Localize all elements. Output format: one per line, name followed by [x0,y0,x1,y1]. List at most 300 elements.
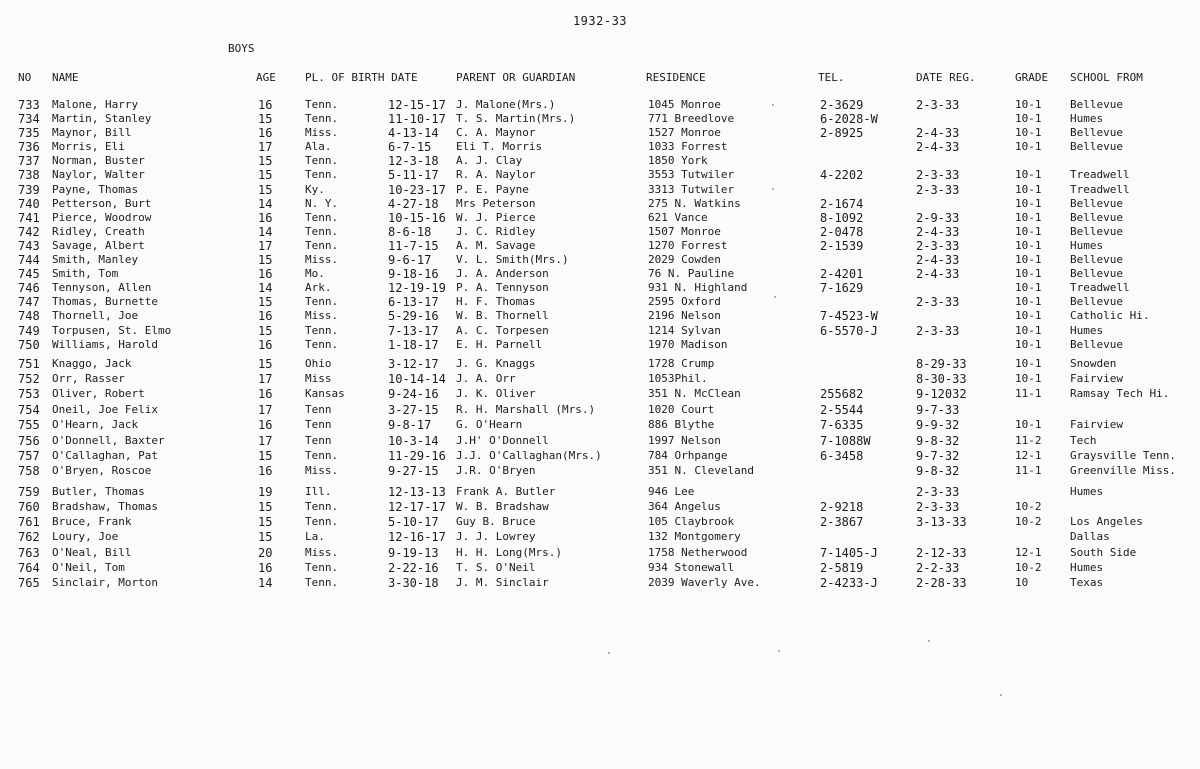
row-birthplace: Ill. [305,484,332,498]
row-parent: T. S. O'Neil [456,560,536,574]
row-tel: 7-1629 [820,281,864,296]
table-row [0,281,1200,295]
row-birth-date: 12-19-19 [388,281,446,296]
row-date-reg: 2-3-33 [916,500,960,514]
row-tel: 2-4201 [820,267,864,282]
row-birthplace: Tenn. [305,238,339,252]
row-age: 17 [258,372,273,387]
row-birthplace: Tenn [305,433,332,447]
row-age: 15 [258,112,273,127]
row-parent: V. L. Smith(Mrs.) [456,253,569,267]
row-birthplace: Tenn. [305,337,339,351]
row-tel: 2-9218 [820,500,864,514]
row-grade: 10-1 [1015,98,1042,111]
row-school: Treadwell [1070,281,1130,295]
row-birthplace: Tenn. [305,575,339,589]
row-residence: 771 Breedlove [648,112,735,126]
row-grade: 10-1 [1015,224,1042,238]
row-birthplace: Tenn. [305,515,339,529]
row-school: Dallas [1070,530,1110,544]
row-tel: 2-8925 [820,126,864,141]
row-birthplace: N. Y. [305,196,339,210]
header-age: AGE [256,71,276,84]
row-birth-date: 11-10-17 [388,112,446,127]
row-parent: T. S. Martin(Mrs.) [456,112,576,126]
row-age: 14 [258,224,273,239]
row-residence: 784 Orhpange [648,449,728,463]
row-parent: J.J. O'Callaghan(Mrs.) [456,449,602,463]
row-birthplace: Tenn. [305,560,339,574]
row-grade: 12-1 [1015,545,1042,559]
row-name: Maynor, Bill [52,126,132,140]
row-no: 733 [18,98,40,112]
row-school: Texas [1070,575,1104,589]
table-row [0,403,1200,418]
row-name: Tennyson, Allen [52,281,152,295]
row-residence: 946 Lee [648,484,695,498]
row-age: 16 [258,464,273,479]
row-birthplace: Ohio [305,356,332,370]
row-tel: 2-3629 [820,98,864,112]
header-residence: RESIDENCE [646,71,706,84]
row-name: Thomas, Burnette [52,295,158,309]
row-no: 763 [18,545,40,560]
row-birthplace: Tenn. [305,210,339,224]
row-no: 742 [18,224,40,239]
row-birth-date: 9-6-17 [388,253,432,268]
row-name: Morris, Eli [52,140,125,154]
row-tel: 2-1674 [820,196,864,211]
row-birthplace: Tenn. [305,449,339,463]
row-school: Humes [1070,484,1104,498]
row-birth-date: 5-29-16 [388,309,439,324]
row-no: 760 [18,500,40,514]
row-school: Bellevue [1070,224,1123,238]
row-birthplace: Miss [305,372,332,386]
table-row [0,464,1200,479]
row-name: Ridley, Creath [52,224,145,238]
row-no: 737 [18,154,40,169]
row-birth-date: 10-15-16 [388,210,446,225]
table-row [0,225,1200,239]
row-parent: C. A. Maynor [456,126,536,140]
table-row [0,500,1200,515]
row-school: Bellevue [1070,196,1123,210]
row-grade: 10-2 [1015,500,1042,513]
row-age: 16 [258,98,273,112]
row-date-reg: 2-3-33 [916,323,960,338]
row-birth-date: 11-7-15 [388,238,439,253]
row-birthplace: Tenn. [305,154,339,168]
row-grade: 11-1 [1015,464,1042,478]
row-tel: 6-5570-J [820,323,878,338]
row-birth-date: 3-30-18 [388,575,439,590]
row-residence: 351 N. Cleveland [648,464,754,478]
row-residence: 621 Vance [648,210,708,224]
row-birth-date: 10-23-17 [388,182,446,197]
page-title: 1932-33 [572,14,628,28]
row-age: 15 [258,168,273,183]
row-residence: 351 N. McClean [648,387,741,401]
row-parent: W. B. Bradshaw [456,500,549,513]
paper-speck [608,652,610,654]
row-residence: 105 Claybrook [648,515,735,529]
row-grade: 10-2 [1015,560,1042,574]
row-grade: 10-1 [1015,253,1042,267]
row-name: Payne, Thomas [52,182,139,196]
row-no: 761 [18,515,40,530]
table-row [0,197,1200,211]
row-residence: 931 N. Highland [648,281,748,295]
row-residence: 2595 Oxford [648,295,721,309]
row-name: Oneil, Joe Felix [52,402,158,416]
table-row [0,154,1200,168]
row-age: 16 [258,560,273,575]
row-no: 738 [18,168,40,183]
row-residence: 934 Stonewall [648,560,735,574]
row-birth-date: 10-3-14 [388,433,439,448]
row-parent: J.H' O'Donnell [456,433,549,447]
row-school: Treadwell [1070,168,1130,182]
table-row [0,267,1200,281]
row-birth-date: 3-27-15 [388,402,439,417]
row-school: Bellevue [1070,253,1123,267]
row-name: Butler, Thomas [52,484,145,498]
row-school: Bellevue [1070,126,1123,140]
row-no: 747 [18,295,40,310]
row-birth-date: 12-16-17 [388,530,446,545]
row-no: 734 [18,112,40,127]
row-parent: Frank A. Butler [456,484,556,498]
header-parent: PARENT OR GUARDIAN [456,71,576,84]
row-name: Thornell, Joe [52,309,139,323]
table-row [0,239,1200,253]
row-date-reg: 2-4-33 [916,253,960,268]
row-age: 15 [258,449,273,464]
row-age: 15 [258,323,273,338]
row-no: 762 [18,530,40,545]
row-age: 17 [258,140,273,155]
row-school: Catholic Hi. [1070,309,1150,323]
row-residence: 364 Angelus [648,500,721,513]
header-date-reg: DATE REG. [916,71,976,84]
row-no: 749 [18,323,40,338]
row-date-reg: 9-8-32 [916,464,960,479]
row-school: Bellevue [1070,140,1123,154]
row-date-reg: 2-3-33 [916,168,960,183]
row-school: Treadwell [1070,182,1130,196]
paper-speck [778,650,780,652]
row-birth-date: 10-14-14 [388,372,446,387]
row-school: Humes [1070,238,1104,252]
row-age: 16 [258,210,273,225]
row-parent: H. F. Thomas [456,295,536,309]
table-row [0,546,1200,561]
row-school: Tech [1070,433,1097,447]
row-name: Petterson, Burt [52,196,152,210]
row-birthplace: Miss. [305,126,339,140]
row-no: 744 [18,253,40,268]
header-name: NAME [52,71,79,84]
row-residence: 1527 Monroe [648,126,721,140]
row-name: Knaggo, Jack [52,356,132,370]
header-school-from: SCHOOL FROM [1070,71,1143,84]
row-name: Torpusen, St. Elmo [52,323,172,337]
row-age: 14 [258,281,273,296]
row-age: 17 [258,433,273,448]
row-parent: Eli T. Morris [456,140,543,154]
row-date-reg: 8-30-33 [916,372,967,387]
row-birth-date: 12-3-18 [388,154,439,169]
row-name: Bruce, Frank [52,515,132,529]
row-tel: 6-3458 [820,449,864,464]
row-name: Loury, Joe [52,530,119,544]
row-residence: 886 Blythe [648,418,715,432]
row-residence: 1507 Monroe [648,224,721,238]
table-row [0,576,1200,591]
row-age: 15 [258,515,273,530]
row-grade: 10-1 [1015,372,1042,386]
row-birth-date: 1-18-17 [388,337,439,352]
row-birth-date: 2-22-16 [388,560,439,575]
row-birthplace: Tenn. [305,112,339,126]
row-grade: 10-1 [1015,168,1042,182]
row-grade: 10-1 [1015,196,1042,210]
table-row [0,338,1200,352]
row-parent: A. M. Savage [456,238,536,252]
row-birth-date: 9-27-15 [388,464,439,479]
row-birthplace: Miss. [305,545,339,559]
row-tel: 6-2028-W [820,112,878,127]
row-name: Sinclair, Morton [52,575,158,589]
row-age: 15 [258,182,273,197]
row-birthplace: Kansas [305,387,345,401]
row-age: 15 [258,154,273,169]
row-age: 15 [258,500,273,514]
paper-speck [772,188,774,190]
row-birth-date: 9-18-16 [388,267,439,282]
row-date-reg: 2-2-33 [916,560,960,575]
row-birthplace: Ala. [305,140,332,154]
row-no: 739 [18,182,40,197]
table-row [0,253,1200,267]
row-date-reg: 2-4-33 [916,224,960,239]
table-row [0,418,1200,433]
row-grade: 12-1 [1015,449,1042,463]
row-tel: 8-1092 [820,210,864,225]
row-grade: 10-1 [1015,295,1042,309]
row-grade: 10-1 [1015,418,1042,432]
row-age: 16 [258,387,273,402]
row-grade: 10-1 [1015,112,1042,126]
row-school: Ramsay Tech Hi. [1070,387,1170,401]
row-grade: 10-1 [1015,309,1042,323]
row-date-reg: 2-28-33 [916,575,967,590]
row-age: 14 [258,196,273,211]
row-no: 745 [18,267,40,282]
row-birth-date: 4-27-18 [388,196,439,211]
header-no: NO [18,71,32,84]
row-residence: 275 N. Watkins [648,196,741,210]
row-tel: 7-1405-J [820,545,878,560]
row-residence: 1758 Netherwood [648,545,748,559]
row-age: 16 [258,126,273,141]
row-school: Bellevue [1070,210,1123,224]
row-birth-date: 11-29-16 [388,449,446,464]
row-birthplace: Tenn. [305,98,339,111]
row-birth-date: 12-15-17 [388,98,446,112]
row-date-reg: 2-4-33 [916,140,960,155]
row-parent: Guy B. Bruce [456,515,536,529]
row-age: 15 [258,253,273,268]
row-residence: 1045 Monroe [648,98,721,111]
row-name: Savage, Albert [52,238,145,252]
row-name: O'Callaghan, Pat [52,449,158,463]
row-tel: 2-0478 [820,224,864,239]
row-tel: 2-5544 [820,402,864,417]
row-tel: 4-2202 [820,168,864,183]
row-parent: Mrs Peterson [456,196,536,210]
row-name: O'Donnell, Baxter [52,433,165,447]
row-date-reg: 2-9-33 [916,210,960,225]
row-grade: 11-1 [1015,387,1042,401]
row-school: Bellevue [1070,337,1123,351]
row-tel: 2-1539 [820,238,864,253]
row-date-reg: 9-7-33 [916,402,960,417]
paper-speck [774,296,776,298]
row-grade: 10-1 [1015,356,1042,370]
row-no: 750 [18,337,40,352]
table-row [0,309,1200,323]
row-parent: A. C. Torpesen [456,323,549,337]
row-birth-date: 9-8-17 [388,418,432,433]
row-no: 756 [18,433,40,448]
row-birth-date: 6-7-15 [388,140,432,155]
row-parent: J. K. Oliver [456,387,536,401]
row-parent: J. M. Sinclair [456,575,549,589]
row-school: Los Angeles [1070,515,1143,529]
row-no: 752 [18,372,40,387]
row-grade: 11-2 [1015,433,1042,447]
row-grade: 10-1 [1015,140,1042,154]
row-date-reg: 9-12032 [916,387,967,402]
table-row [0,434,1200,449]
row-no: 736 [18,140,40,155]
row-date-reg: 2-12-33 [916,545,967,560]
row-age: 15 [258,530,273,545]
row-name: Orr, Rasser [52,372,125,386]
row-school: Bellevue [1070,98,1123,111]
row-date-reg: 9-8-32 [916,433,960,448]
row-name: Smith, Manley [52,253,139,267]
row-residence: 1270 Forrest [648,238,728,252]
row-age: 16 [258,337,273,352]
row-birth-date: 6-13-17 [388,295,439,310]
row-birthplace: Tenn. [305,500,339,513]
row-parent: P. A. Tennyson [456,281,549,295]
row-name: Smith, Tom [52,267,119,281]
table-row [0,211,1200,225]
row-grade: 10-1 [1015,182,1042,196]
row-parent: W. J. Pierce [456,210,536,224]
row-birthplace: Tenn [305,402,332,416]
row-residence: 2029 Cowden [648,253,721,267]
row-birth-date: 12-17-17 [388,500,446,514]
header-tel: TEL. [818,71,845,84]
row-tel: 7-6335 [820,418,864,433]
row-birthplace: Miss. [305,464,339,478]
row-age: 17 [258,238,273,253]
row-school: Bellevue [1070,267,1123,281]
row-school: Fairview [1070,418,1123,432]
row-grade: 10 [1015,575,1029,589]
row-name: Williams, Harold [52,337,158,351]
row-no: 748 [18,309,40,324]
row-grade: 10-1 [1015,126,1042,140]
row-name: Bradshaw, Thomas [52,500,158,513]
paper-speck [1000,694,1002,696]
row-residence: 1020 Court [648,402,715,416]
row-name: Malone, Harry [52,98,139,111]
row-school: Bellevue [1070,295,1123,309]
row-residence: 1970 Madison [648,337,728,351]
row-birth-date: 4-13-14 [388,126,439,141]
row-birth-date: 5-11-17 [388,168,439,183]
row-date-reg: 2-3-33 [916,484,960,499]
row-no: 735 [18,126,40,141]
row-tel: 2-5819 [820,560,864,575]
row-residence: 76 N. Pauline [648,267,735,281]
table-row [0,295,1200,309]
row-parent: J. C. Ridley [456,224,536,238]
row-name: O'Hearn, Jack [52,418,139,432]
row-date-reg: 2-3-33 [916,182,960,197]
paper-speck [772,104,774,106]
row-parent: G. O'Hearn [456,418,523,432]
table-row [0,168,1200,182]
row-birthplace: La. [305,530,325,544]
row-parent: P. E. Payne [456,182,529,196]
row-school: Humes [1070,112,1104,126]
row-age: 17 [258,402,273,417]
paper-speck [928,640,930,642]
row-parent: J. A. Orr [456,372,516,386]
row-no: 751 [18,356,40,371]
row-grade: 10-1 [1015,323,1042,337]
row-age: 16 [258,309,273,324]
row-date-reg: 2-3-33 [916,98,960,112]
row-no: 746 [18,281,40,296]
row-birthplace: Tenn. [305,224,339,238]
row-school: Fairview [1070,372,1123,386]
row-name: O'Bryen, Roscoe [52,464,152,478]
row-date-reg: 3-13-33 [916,515,967,530]
row-school: Snowden [1070,356,1117,370]
row-parent: H. H. Long(Mrs.) [456,545,562,559]
row-age: 19 [258,484,273,499]
row-residence: 3553 Tutwiler [648,168,735,182]
row-tel: 2-4233-J [820,575,878,590]
row-grade: 10-1 [1015,337,1042,351]
row-name: Pierce, Woodrow [52,210,152,224]
row-name: Martin, Stanley [52,112,152,126]
table-row [0,112,1200,126]
row-grade: 10-1 [1015,238,1042,252]
row-residence: 1053Phil. [648,372,708,386]
row-parent: W. B. Thornell [456,309,549,323]
row-residence: 2039 Waverly Ave. [648,575,761,589]
table-row [0,530,1200,545]
